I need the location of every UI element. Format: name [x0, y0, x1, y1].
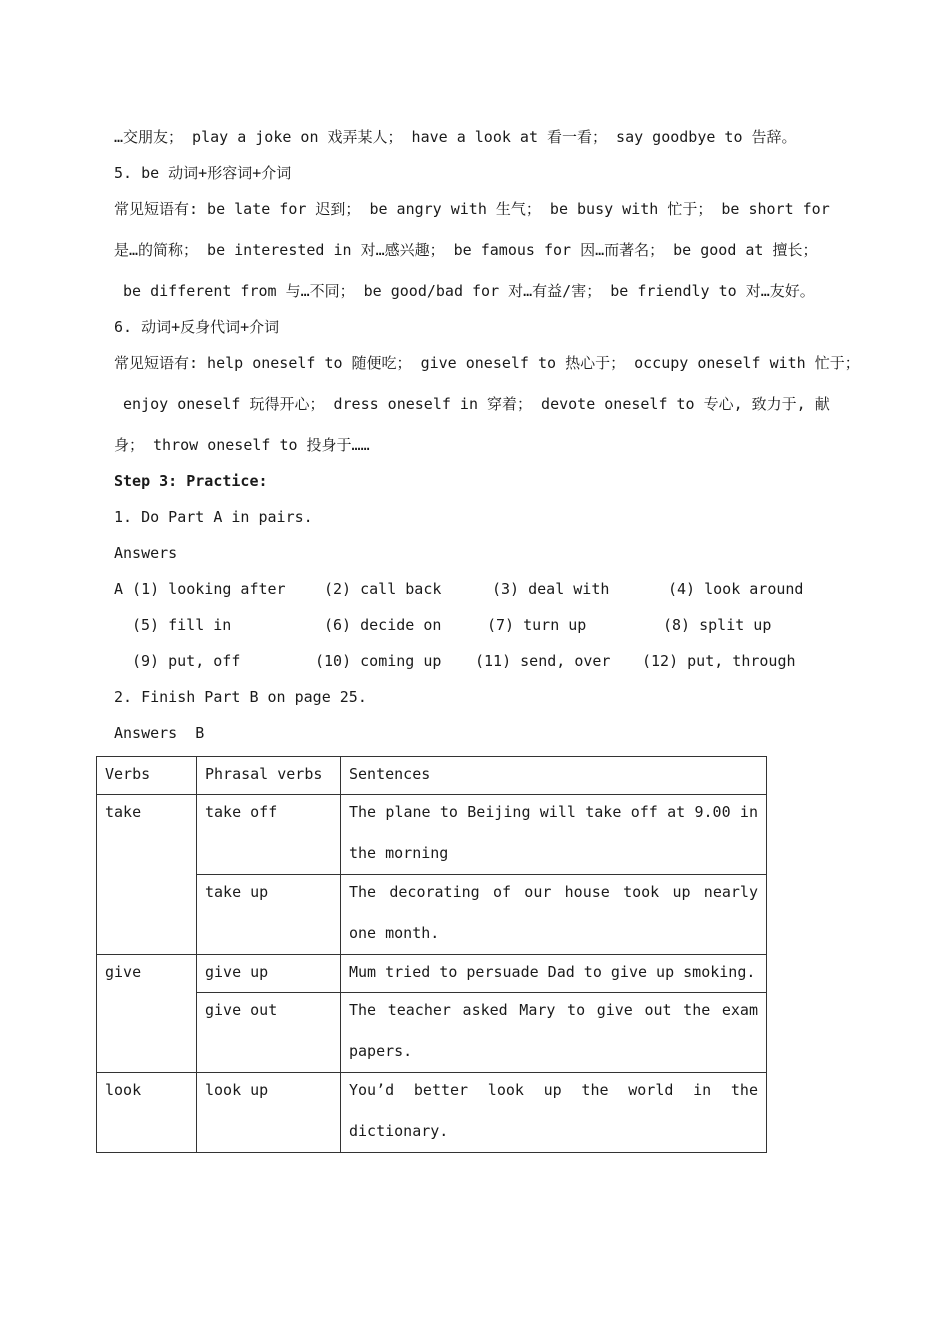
- line-7: 常见短语有: help oneself to 随便吃； give oneself to 热心于； occupy oneself with 忙于；: [114, 354, 860, 372]
- answer-10: (10) coming up: [315, 652, 442, 670]
- part-a-instruction: 1. Do Part A in pairs.: [114, 508, 313, 526]
- table-row: [97, 955, 767, 993]
- line-5: be different from 与…不同； be good/bad for 对…有益/害； be friendly to 对…友好。: [114, 282, 815, 300]
- section-5-heading: 5. be 动词+形容词+介词: [114, 164, 292, 182]
- verb-cell: give: [97, 955, 197, 1073]
- phrasal-verbs-table: [96, 756, 767, 1153]
- line-8: enjoy oneself 玩得开心； dress oneself in 穿着； devote oneself to 专心, 致力于, 献: [114, 395, 830, 413]
- line-3: 常见短语有: be late for 迟到； be angry with 生气； be busy with 忙于； be short for: [114, 200, 830, 218]
- section-6-heading: 6. 动词+反身代词+介词: [114, 318, 280, 336]
- sentence-cell: Mum tried to persuade Dad to give up smoking.: [341, 955, 767, 993]
- header-sentences: Sentences: [341, 757, 767, 795]
- table-row: [97, 993, 767, 1073]
- table-row: [97, 1073, 767, 1153]
- answer-2: (2) call back: [324, 580, 442, 598]
- phrasal-cell: give out: [197, 993, 341, 1073]
- table-row: [97, 875, 767, 955]
- header-phrasal-verbs: Phrasal verbs: [197, 757, 341, 795]
- sentence-text: The decorating of our house took up nearly one month.: [349, 883, 758, 942]
- answer-11: (11) send, over: [475, 652, 611, 670]
- answer-5: (5) fill in: [132, 616, 232, 634]
- line-1: …交朋友； play a joke on 戏弄某人； have a look at 看一看； say goodbye to 告辞。: [114, 128, 797, 146]
- sentence-text: The plane to Beijing will take off at 9.00 in the morning: [349, 803, 758, 862]
- phrasal-cell: take up: [197, 875, 341, 955]
- verb-cell: take: [97, 795, 197, 955]
- table-row: [97, 795, 767, 875]
- answer-3: (3) deal with: [492, 580, 610, 598]
- answer-9: (9) put, off: [132, 652, 241, 670]
- table-header-row: [97, 757, 767, 795]
- answers-b-label: Answers B: [114, 724, 205, 742]
- answer-12: (12) put, through: [642, 652, 796, 670]
- sentence-cell: [341, 1073, 767, 1153]
- answer-6: (6) decide on: [324, 616, 442, 634]
- sentence-cell: [341, 993, 767, 1073]
- phrasal-cell: look up: [197, 1073, 341, 1153]
- part-b-instruction: 2. Finish Part B on page 25.: [114, 688, 367, 706]
- line-4: 是…的简称； be interested in 对…感兴趣； be famous for 因…而著名； be good at 擅长；: [114, 241, 818, 259]
- step3-heading: Step 3: Practice:: [114, 472, 268, 490]
- line-9: 身； throw oneself to 投身于……: [114, 436, 370, 454]
- answer-8: (8) split up: [663, 616, 772, 634]
- sentence-text: The teacher asked Mary to give out the exam papers.: [349, 1001, 758, 1060]
- sentence-cell: [341, 795, 767, 875]
- answers-label: Answers: [114, 544, 178, 562]
- phrasal-cell: take off: [197, 795, 341, 875]
- answer-4: (4) look around: [668, 580, 804, 598]
- answer-7: (7) turn up: [487, 616, 587, 634]
- verb-cell: look: [97, 1073, 197, 1153]
- header-verbs: Verbs: [97, 757, 197, 795]
- sentence-text: You’d better look up the world in the dictionary.: [349, 1081, 758, 1140]
- phrasal-cell: give up: [197, 955, 341, 993]
- answer-1: A (1) looking after: [114, 580, 286, 598]
- sentence-cell: [341, 875, 767, 955]
